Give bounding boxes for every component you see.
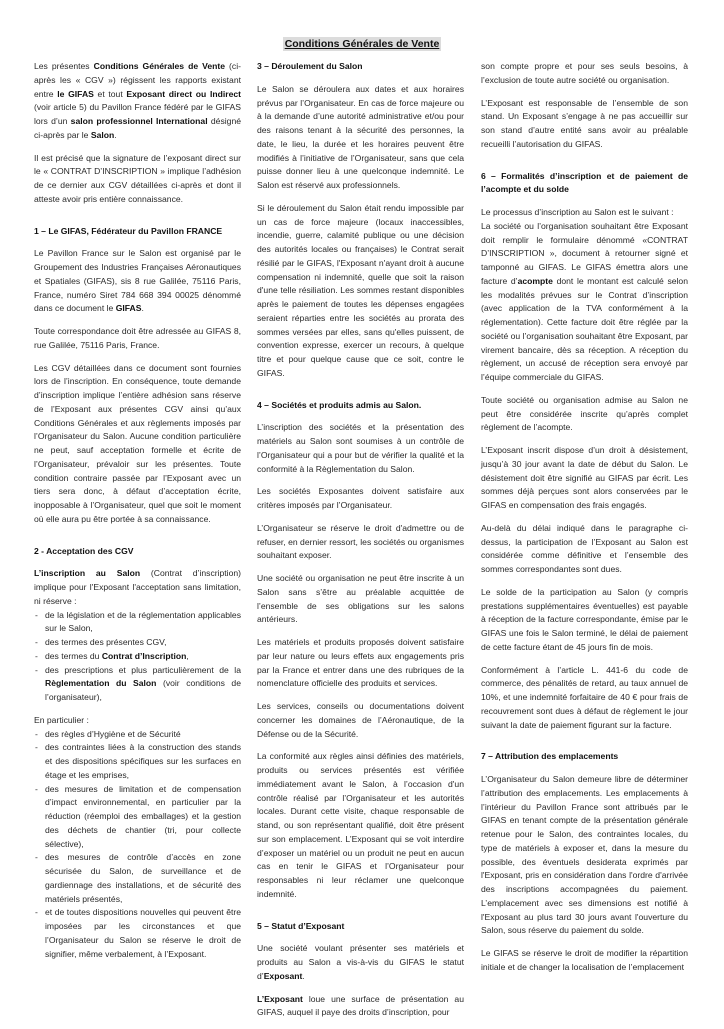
intro-paragraph-2: Il est précisé que la signature de l’exposant direct sur le « CONTRAT D’INSCRIPTION » implique l’adhésion de ce dernier aux CGV détaillées ci-après et dont il atteste avoir pris entière connaissance. (34, 152, 241, 204)
section-6-paragraph-7: Conformément à l’article L. 441-6 du code de commerce, des pénalités de retard, au taux annuel de 10%, et une indemnité forfaitaire de 40 € pour frais de recouvrement sont dues à défaut de règlement le jour suivant la date de paiement figurant sur la facture. (481, 664, 688, 730)
document-title: Conditions Générales de Vente (284, 38, 440, 50)
section-5-heading: 5 – Statut d’Exposant (257, 920, 345, 931)
document-title-wrap (0, 34, 724, 52)
list-item: - des contraintes liées à la construction des stands et des dispositions spécifiques sur les surfaces en étage et les emprises, (34, 741, 241, 782)
intro-paragraph-1: Les présentes Conditions Générales de Vente (ci-après les « CGV ») régissent les rapports existant entre le GIFAS et tout Exposant direct ou Indirect (voir article 5) du Pavillon France fédéré par le GIFAS lors d’un salon professionnel International désigné ci-après par le Salon. (34, 61, 241, 140)
section-1-paragraph-2: Toute correspondance doit être adressée au GIFAS 8, rue Galilée, 75116 Paris, France. (34, 326, 241, 350)
section-5-paragraph-3: son compte propre et pour ses seuls besoins, à l’exclusion de toute autre société ou organisation. (481, 61, 688, 85)
list-item: - des termes du Contrat d’Inscription, (34, 650, 241, 664)
section-4-paragraph-1: L’inscription des sociétés et la présentation des matériels au Salon sont soumises à un contrôle de l’Organisateur qui a pour but de vérifier la qualité et la conformité à la Règlementation du Salon. (257, 422, 464, 474)
section-2-paragraph-2: En particulier : (34, 714, 89, 725)
section-6-paragraph-2: La société ou l’organisation souhaitant être Exposant doit remplir le formulaire dénommé «CONTRAT D’INSCRIPTION », document à retourner signé et tamponné au GIFAS. Le GIFAS émettra alors une facture d’acompte dont le montant est calculé selon les modalités prévues sur le Contrat d’inscription (avec application de la TVA conformément à la réglementation). Cette facture doit être réglée par la société ou l’organisation souhaitant être Exposant, par virement bancaire, dès sa réception. A réception du règlement, un accusé de réception sera envoyé par l’équipe commerciale du GIFAS. (481, 220, 688, 382)
list-item: - des mesures de limitation et de compensation d’impact environnemental, en particulier par la réduction (réemploi des emballages) et la gestion des déchets de chantier (tri, pour collecte sélective), (34, 783, 241, 852)
section-5-paragraph-1: Une société voulant présenter ses matériels et produits au Salon a vis-à-vis du GIFAS le statut d’Exposant. (257, 943, 464, 981)
section-4-paragraph-2: Les sociétés Exposantes doivent satisfaire aux critères imposés par l’Organisateur. (257, 486, 464, 510)
section-1-paragraph-3: Les CGV détaillées dans ce document sont fournies lors de l’inscription. En conséquence, toute demande d’inscription implique l’entière adhésion sans réserve de l’Exposant aux présentes CGV ainsi qu’aux Conditions Générales et aux règlements imposés par l’Organisateur du Salon. Aucune condition particulière ne peut, sauf acceptation formelle et écrite de l’Organisateur, prévaloir sur les présentes. Toute condition contraire passée par l’Exposant avec un tiers sera donc, à défaut d’acceptation écrite, inopposable à l’Organisateur, quel que soit le moment où elle aura pu être portée à sa connaissance. (34, 362, 241, 524)
column-2 (257, 60, 464, 1029)
section-7-paragraph-1: L’Organisateur du Salon demeure libre de déterminer l’attribution des emplacements. Les emplacements à l’intérieur du Pavillon France sont attribués par le GIFAS en tenant compte de la présentation générale retenue pour le Salon, des contraintes locales, du type de matériels à exposer et, dans la mesure du possible, des éventuels desiderata exprimés par l'Exposant, pris en considération dans l'ordre d'arrivée des inscriptions accompagnées du paiement. L’emplacement avec ses dimensions est notifié à l'Exposant au plus tard 30 jours avant l'ouverture du Salon, sous réserve du paiement du solde. (481, 774, 688, 936)
section-3-heading: 3 – Déroulement du Salon (257, 61, 363, 71)
section-6-paragraph-5: Au-delà du délai indiqué dans le paragraphe ci-dessus, la participation de l’Exposant au Salon est considérée comme définitive et l’ensemble des sommes correspondantes sont dues. (481, 522, 688, 574)
section-7-heading: 7 – Attribution des emplacements (481, 751, 619, 762)
section-2-list-1 (34, 609, 241, 705)
section-2-heading: 2 - Acceptation des CGV (34, 545, 134, 556)
section-4-paragraph-7: La conformité aux règles ainsi définies des matériels, produits ou services présentés est vérifiée immédiatement avant le Salon, à l’occasion d'un contrôle réalisé par l’Organisateur et les autorités locales. Durant cette visite, chaque responsable de stand, ou son représentant qualifié, doit être présent sur son emplacement. L’Exposant qui se voit interdire d’exposer un matériel ou un produit ne peut en aucun cas en tenir le GIFAS et l’Organisateur pour responsables ni leur réclamer une quelconque indemnité. (257, 751, 464, 899)
section-6-paragraph-3: Toute société ou organisation admise au Salon ne peut être considérée inscrite qu’après complet règlement de l’acompte. (481, 394, 688, 433)
section-5-paragraph-4: L’Exposant est responsable de l’ensemble de son stand. Un Exposant s’engage à ne pas accueillir sur son stand d’autre entité sans avoir au préalable recueilli l’autorisation du GIFAS. (481, 97, 688, 149)
list-item: - des prescriptions et plus particulièrement de la Règlementation du Salon (voir conditions de l’organisateur), (34, 664, 241, 705)
section-6-paragraph-6: Le solde de la participation au Salon (y compris prestations supplémentaires éventuelles) est payable à réception de la facture correspondante, émise par le GIFAS une fois le Salon terminé, le délai de paiement de cette facture étant de 45 jours fin de mois. (481, 586, 688, 652)
list-item: - des mesures de contrôle d’accès en zone sécurisée du Salon, de surveillance et de gardiennage des installations, et de sécurité des matériels présentés, (34, 851, 241, 906)
section-1-paragraph-1: Le Pavillon France sur le Salon est organisé par le Groupement des Industries Françaises Aéronautiques et Spatiales (GIFAS), sis 8 rue Galilée, 75116 Paris, France, numéro Siret 784 668 394 00025 dénommé dans ce document le GIFAS. (34, 248, 241, 314)
section-4-paragraph-6: Les services, conseils ou documentations doivent concerner les domaines de l’Aéronautique, de la Défense ou de la Sécurité. (257, 701, 464, 739)
list-item: - et de toutes dispositions nouvelles qui peuvent être imposées par les circonstances et que l’Organisateur du Salon se réserve le droit de signifier, même verbalement, à l’Exposant. (34, 906, 241, 961)
section-4-paragraph-5: Les matériels et produits proposés doivent satisfaire par leur nature ou leurs effets aux engagements pris par la France et entrer dans une des rubriques de la nomenclature officielle des produits et services. (257, 637, 464, 689)
list-item: - des règles d’Hygiène et de Sécurité (34, 728, 241, 742)
column-3 (481, 60, 688, 984)
list-item: - des termes des présentes CGV, (34, 636, 241, 650)
section-2-paragraph-1: L’inscription au Salon (Contrat d’inscription) implique pour l'Exposant l'acceptation sans limitation, ni réserve : (34, 568, 242, 606)
section-4-paragraph-3: L’Organisateur se réserve le droit d'admettre ou de refuser, en dernier ressort, les sociétés ou organismes souhaitant exposer. (257, 522, 464, 561)
column-1 (34, 60, 241, 970)
section-6-paragraph-1: Le processus d’inscription au Salon est le suivant : (481, 207, 674, 217)
section-6-paragraph-4: L’Exposant inscrit dispose d’un droit à désistement, jusqu’à 30 jour avant la date de début du Salon. Le désistement doit être signifié au GIFAS par écrit. Les sommes déjà perçues sont alors conservées par le GIFAS en compensation des frais engagés. (481, 445, 688, 510)
section-6-heading: 6 – Formalités d’inscription et de paiement de l’acompte et du solde (481, 170, 688, 195)
section-7-paragraph-2: Le GIFAS se réserve le droit de modifier la répartition initiale et de changer la localisation de l’emplacement (481, 948, 688, 972)
section-5-paragraph-2: L’Exposant loue une surface de présentation au GIFAS, auquel il paye des droits d’inscription, pour (257, 993, 464, 1018)
section-4-paragraph-4: Une société ou organisation ne peut être inscrite à un Salon sans s’être au préalable acquittée de l’ensemble de ses obligations sur les salons antérieurs. (257, 573, 464, 625)
section-4-heading: 4 – Sociétés et produits admis au Salon. (257, 399, 422, 410)
section-3-paragraph-2: Si le déroulement du Salon était rendu impossible par un cas de force majeure (locaux inaccessibles, incendie, guerre, calamité publique ou une décision des autorités locales ou françaises) le Contrat serait résilié par le GIFAS, l'Exposant n'ayant droit à aucune compensation ni indemnité, quelle que soit la raison d'une telle résiliation. Les sommes restant disponibles après le paiement de toutes les dépenses engagées seraient réparties entre les sociétés au prorata des sommes versées par elles, sans qu'elles puissent, de convention expresse, exercer un recours, à quelque titre et pour quelque cause que ce soit, contre le GIFAS. (257, 202, 464, 378)
section-1-heading: 1 – Le GIFAS, Fédérateur du Pavillon FRANCE (34, 225, 223, 236)
section-2-list-2 (34, 728, 241, 962)
list-item: - de la législation et de la réglementation applicables sur le Salon, (34, 609, 241, 637)
section-3-paragraph-1: Le Salon se déroulera aux dates et aux horaires prévus par l’Organisateur. En cas de force majeure ou à la demande d’une autorité administrative et/ou pour des raisons tenant à la sécurité des personnes, la date, le lieu, la durée et les horaires peuvent être modifiés à l’initiative de l’Organisateur, sans que cela puisse donner lieu à une quelconque indemnité. Le Salon est réservé aux professionnels. (257, 83, 464, 190)
